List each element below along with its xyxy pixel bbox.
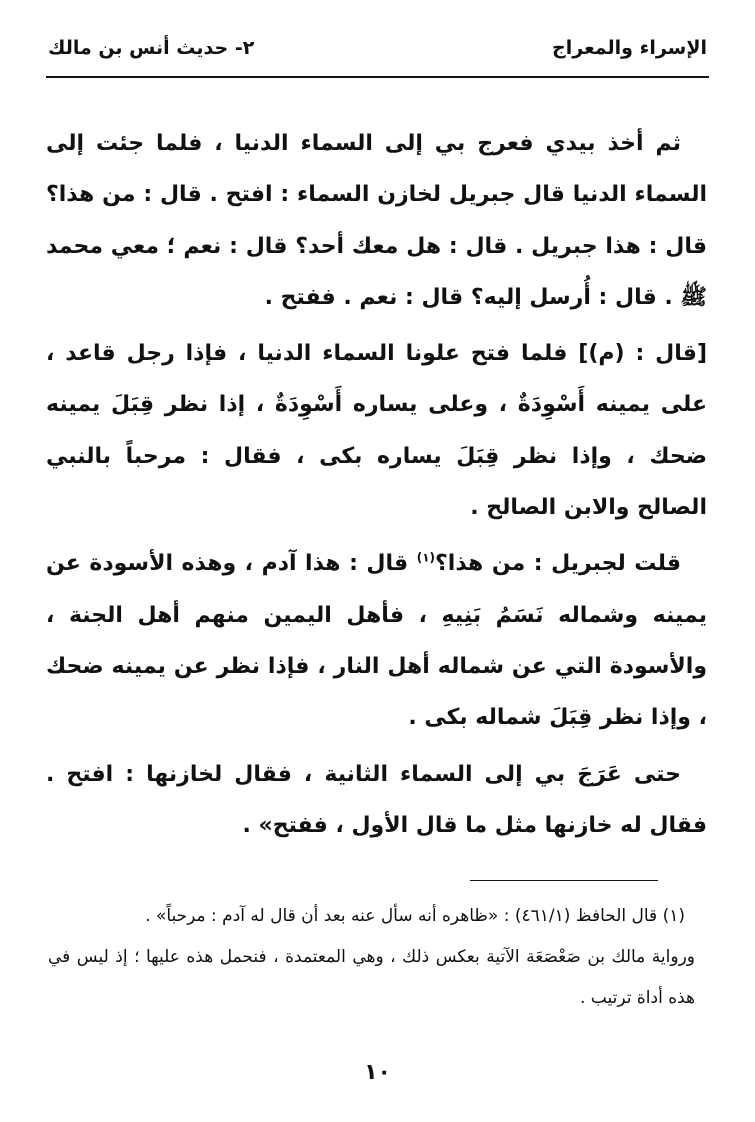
footnote-marker: (١)	[416, 551, 436, 566]
footnote-rule	[470, 880, 658, 881]
footnotes	[48, 896, 695, 1019]
running-header	[48, 28, 707, 68]
header-chapter-title: ٢- حديث أنس بن مالك	[48, 37, 255, 59]
paragraph-1: ثم أخذ بيدي فعرج بي إلى السماء الدنيا ، فلما جئت إلى السماء الدنيا قال جبريل لخازن السماء : افتح . قال : من هذا؟ قال : هذا جبريل . قال : هل معك أحد؟ قال : نعم ؛ معي محمد ﷺ . قال : أُرسل إليه؟ قال : نعم . ففتح .	[46, 131, 707, 310]
header-rule	[46, 76, 709, 78]
page-number: ١٠	[364, 1060, 391, 1085]
header-book-title: الإسراء والمعراج	[552, 37, 707, 59]
main-text	[46, 118, 707, 856]
paragraph-3-start: قلت لجبريل : من هذا؟	[435, 551, 681, 577]
paragraph-2: [قال : (م)] فلما فتح علونا السماء الدنيا ، فإذا رجل قاعد ، على يمينه أَسْوِدَةٌ ، وعلى يساره أَسْوِدَةٌ ، إذا نظر قِبَلَ يمينه ضحك ، وإذا نظر قِبَلَ يساره بكى ، فقال : مرحباً بالنبي الصالح والابن الصالح .	[46, 341, 707, 521]
paragraph-3-rest: قال : هذا آدم ، وهذه الأسودة عن يمينه وشماله نَسَمُ بَنِيهِ ، فأهل اليمين منهم أهل الجنة ، والأسودة التي عن شماله أهل النار ، فإذا نظر عن يمينه ضحك ، وإذا نظر قِبَلَ شماله بكى .	[46, 551, 707, 731]
paragraph-4: حتى عَرَجَ بي إلى السماء الثانية ، فقال لخازنها : افتح . فقال له خازنها مثل ما قال الأول ، ففتح» .	[46, 761, 707, 838]
footnote-1-continued: ورواية مالك بن صَعْصَعَة الآتية بعكس ذلك ، وهي المعتمدة ، فنحمل هذه عليها ؛ إذ ليس في هذه أداة ترتيب .	[48, 947, 695, 1008]
footnote-1: (١) قال الحافظ (٤٦١/١) : «ظاهره أنه سأل عنه بعد أن قال له آدم : مرحباً» .	[145, 906, 685, 926]
paragraph-3	[46, 538, 707, 743]
